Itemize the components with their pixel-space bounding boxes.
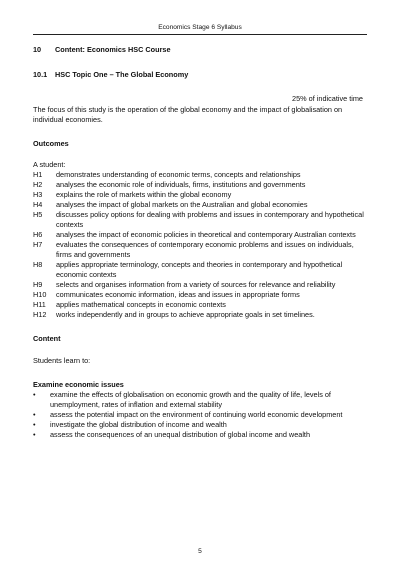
outcome-item	[33, 190, 369, 200]
bullet-text: assess the potential impact on the environment of continuing world economic development	[50, 410, 343, 419]
outcome-code: H9	[33, 280, 43, 289]
bullet-icon: •	[33, 430, 36, 439]
topic-title: HSC Topic One – The Global Economy	[55, 70, 189, 79]
indicative-time: 25% of indicative time	[292, 94, 363, 103]
outcome-code: H4	[33, 200, 43, 209]
topic-number: 10.1	[33, 70, 48, 79]
outcome-item	[33, 300, 369, 310]
outcome-item	[33, 210, 369, 230]
outcome-text: discusses policy options for dealing with problems and issues in contemporary and hypothetical contexts	[56, 210, 364, 229]
outcome-text: selects and organises information from a variety of sources for relevance and reliability	[56, 280, 336, 289]
content-heading: Content	[33, 334, 61, 343]
outcome-item	[33, 310, 369, 320]
outcome-text: applies mathematical concepts in economic contexts	[56, 300, 226, 309]
outcome-code: H1	[33, 170, 43, 179]
outcomes-heading: Outcomes	[33, 139, 69, 148]
content-subheading: Examine economic issues	[33, 380, 124, 389]
section-heading	[33, 45, 369, 55]
list-item	[33, 390, 369, 410]
running-header: Economics Stage 6 Syllabus	[158, 24, 242, 31]
bullet-icon: •	[33, 420, 36, 429]
page-number: 5	[198, 548, 202, 555]
outcome-item	[33, 240, 369, 260]
outcome-item	[33, 230, 369, 240]
focus-paragraph: The focus of this study is the operation of the global economy and the impact of globalisation on individual economies.	[33, 105, 343, 124]
outcome-item	[33, 170, 369, 180]
section-number: 10	[33, 45, 42, 54]
outcome-item	[33, 260, 369, 280]
outcome-text: works independently and in groups to achieve appropriate goals in set timelines.	[56, 310, 315, 319]
list-item	[33, 420, 369, 430]
outcome-code: H11	[33, 300, 46, 309]
bullet-text: examine the effects of globalisation on economic growth and the quality of life, levels of unemployment, rates of inflation and external stability	[50, 390, 331, 409]
page-content	[33, 45, 369, 440]
bullet-text: investigate the global distribution of income and wealth	[50, 420, 227, 429]
outcome-code: H6	[33, 230, 43, 239]
header-rule	[33, 34, 367, 35]
bullet-icon: •	[33, 410, 36, 419]
content-bullet-list	[33, 390, 369, 440]
topic-heading	[33, 70, 369, 80]
content-intro: Students learn to:	[33, 356, 91, 365]
section-title: Content: Economics HSC Course	[55, 45, 171, 54]
outcome-text: communicates economic information, ideas and issues in appropriate forms	[56, 290, 300, 299]
outcome-item	[33, 200, 369, 210]
outcome-code: H10	[33, 290, 47, 299]
outcome-code: H5	[33, 210, 43, 219]
outcome-text: evaluates the consequences of contemporary economic problems and issues on individuals, firms and governments	[56, 240, 354, 259]
outcome-code: H7	[33, 240, 43, 249]
outcome-text: demonstrates understanding of economic terms, concepts and relationships	[56, 170, 301, 179]
outcome-text: analyses the impact of global markets on the Australian and global economies	[56, 200, 308, 209]
list-item	[33, 410, 369, 420]
outcome-text: explains the role of markets within the global economy	[56, 190, 232, 199]
outcomes-list	[33, 170, 369, 320]
outcome-code: H8	[33, 260, 43, 269]
outcome-text: analyses the impact of economic policies in theoretical and contemporary Australian contexts	[56, 230, 356, 239]
outcome-text: applies appropriate terminology, concepts and theories in contemporary and hypothetical economic contexts	[56, 260, 343, 279]
outcomes-intro: A student:	[33, 160, 66, 169]
outcome-code: H2	[33, 180, 43, 189]
outcome-item	[33, 290, 369, 300]
bullet-text: assess the consequences of an unequal distribution of global income and wealth	[50, 430, 311, 439]
bullet-icon: •	[33, 390, 36, 399]
outcome-item	[33, 180, 369, 190]
list-item	[33, 430, 369, 440]
outcome-code: H12	[33, 310, 47, 319]
outcome-text: analyses the economic role of individuals, firms, institutions and governments	[56, 180, 306, 189]
outcome-item	[33, 280, 369, 290]
outcome-code: H3	[33, 190, 43, 199]
